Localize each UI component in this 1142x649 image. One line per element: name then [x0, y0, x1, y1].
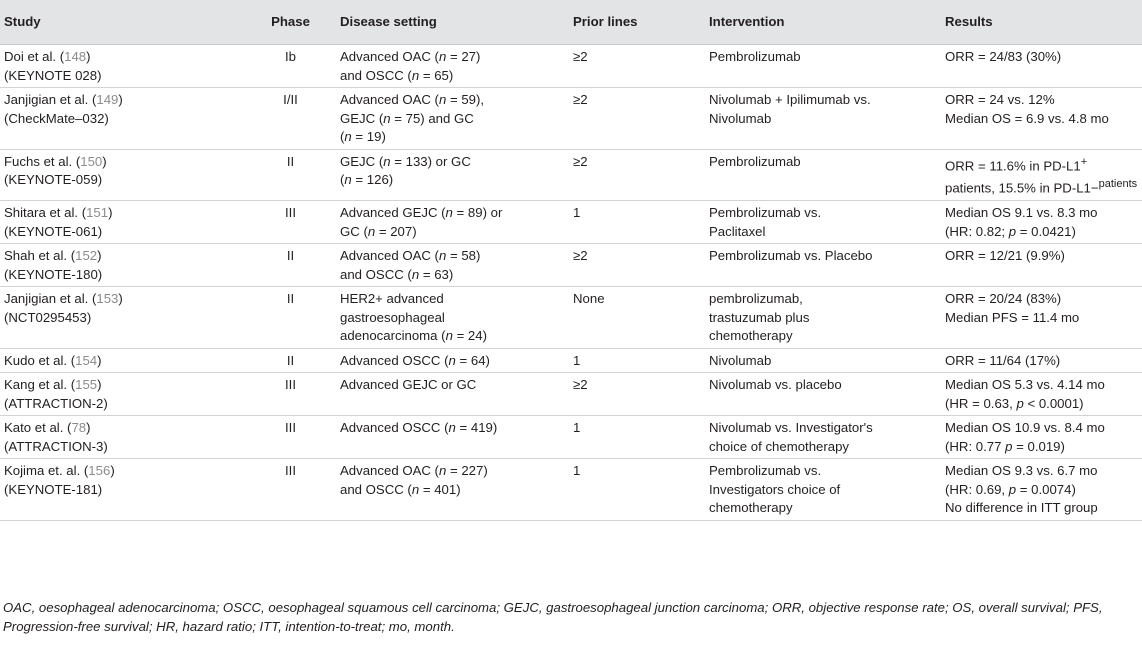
study-author: Kojima et. al. (: [4, 463, 89, 479]
table-row: [0, 459, 1142, 521]
table-row: [0, 416, 1142, 459]
intervention-cell: Pembrolizumab: [705, 149, 941, 201]
header-prior: Prior lines: [569, 0, 705, 45]
intervention-cell: Nivolumab: [705, 348, 941, 373]
study-author: Janjigian et al. (: [4, 291, 97, 307]
prior-cell: ≥2: [569, 373, 705, 416]
phase-cell: II: [243, 348, 336, 373]
header-row: [0, 0, 1142, 45]
study-cell: Kudo et al. (154): [0, 348, 243, 373]
phase-cell: III: [243, 201, 336, 244]
prior-cell: ≥2: [569, 244, 705, 287]
study-paren: ): [86, 49, 91, 64]
disease-cell: Advanced GEJC (n = 89) or GC (n = 207): [336, 201, 569, 244]
reference-link[interactable]: 152: [75, 248, 98, 264]
disease-cell: Advanced OSCC (n = 419): [336, 416, 569, 459]
study-author: Kudo et al. (: [4, 352, 76, 368]
study-cell: Fuchs et al. (150) (KEYNOTE-059): [0, 149, 243, 201]
header-intervention: Intervention: [705, 0, 941, 45]
study-author: Shitara et al. (: [4, 205, 87, 221]
intervention-cell: Pembrolizumab: [705, 45, 941, 88]
study-author: Janjigian et al. (: [4, 92, 97, 107]
table-row: [0, 244, 1142, 287]
results-cell: ORR = 24/83 (30%): [941, 45, 1142, 88]
phase-cell: II: [243, 287, 336, 349]
prior-cell: 1: [569, 201, 705, 244]
intervention-cell: pembrolizumab, trastuzumab plus chemotherapy: [705, 287, 941, 349]
intervention-cell: Nivolumab vs. Investigator's choice of chemotherapy: [705, 416, 941, 459]
study-cell: [0, 45, 243, 88]
study-cell: Kato et al. (78) (ATTRACTION-3): [0, 416, 243, 459]
table-row: [0, 201, 1142, 244]
study-cell: Shah et al. (152) (KEYNOTE-180): [0, 244, 243, 287]
disease-cell: HER2+ advanced gastroesophageal adenocarcinoma (n = 24): [336, 287, 569, 349]
disease-cell: Advanced OAC (n = 27) and OSCC (n = 65): [336, 45, 569, 88]
disease-cell: GEJC (n = 133) or GC (n = 126): [336, 149, 569, 201]
prior-cell: 1: [569, 459, 705, 521]
table-row: [0, 149, 1142, 201]
table-row: [0, 45, 1142, 88]
phase-cell: III: [243, 416, 336, 459]
results-cell: Median OS 5.3 vs. 4.14 mo (HR = 0.63, p < 0.0001): [941, 373, 1142, 416]
study-author: Kato et al. (: [4, 420, 72, 436]
disease-cell: Advanced GEJC or GC: [336, 373, 569, 416]
study-author: Fuchs et al. (: [4, 153, 81, 169]
intervention-cell: Pembrolizumab vs. Paclitaxel: [705, 201, 941, 244]
header-study: Study: [0, 0, 243, 45]
prior-cell: 1: [569, 348, 705, 373]
results-cell: ORR = 12/21 (9.9%): [941, 244, 1142, 287]
reference-link[interactable]: 148: [64, 49, 87, 64]
prior-cell: ≥2: [569, 45, 705, 88]
reference-link[interactable]: 149: [96, 92, 119, 107]
phase-cell: III: [243, 459, 336, 521]
study-cell: Janjigian et al. (153) (NCT0295453): [0, 287, 243, 349]
phase-cell: Ib: [243, 45, 336, 88]
trial-name: (KEYNOTE-061): [4, 223, 103, 239]
phase-cell: II: [243, 149, 336, 201]
trial-name: (NCT0295453): [4, 309, 92, 325]
disease-cell: Advanced OAC (n = 58) and OSCC (n = 63): [336, 244, 569, 287]
results-cell: ORR = 11.6% in PD-L1+ patients, 15.5% in PD-L1−$^{patients}$: [941, 149, 1142, 201]
trial-name: (ATTRACTION-2): [4, 395, 108, 411]
prior-cell: ≥2: [569, 149, 705, 201]
reference-link[interactable]: 151: [86, 205, 109, 221]
reference-link[interactable]: 156: [88, 463, 111, 479]
intervention-cell: Nivolumab + Ipilimumab vs. Nivolumab: [705, 88, 941, 150]
phase-cell: III: [243, 373, 336, 416]
disease-cell: Advanced OAC (n = 59), GEJC (n = 75) and GC (n = 19): [336, 88, 569, 150]
disease-cell: Advanced OAC (n = 227) and OSCC (n = 401): [336, 459, 569, 521]
study-author: Doi et al. (: [4, 49, 65, 64]
results-cell: Median OS 9.3 vs. 6.7 mo (HR: 0.69, p = 0.0074) No difference in ITT group: [941, 459, 1142, 521]
intervention-cell: Pembrolizumab vs. Investigators choice of chemotherapy: [705, 459, 941, 521]
study-cell: Kojima et. al. (156) (KEYNOTE-181): [0, 459, 243, 521]
reference-link[interactable]: 154: [75, 352, 98, 368]
study-author: Kang et al. (: [4, 377, 76, 393]
trial-name: (CheckMate–032): [4, 110, 109, 126]
results-cell: Median OS 10.9 vs. 8.4 mo (HR: 0.77 p = 0.019): [941, 416, 1142, 459]
reference-link[interactable]: 155: [75, 377, 98, 393]
prior-cell: None: [569, 287, 705, 349]
results-cell: ORR = 20/24 (83%) Median PFS = 11.4 mo: [941, 287, 1142, 349]
study-cell: Shitara et al. (151) (KEYNOTE-061): [0, 201, 243, 244]
table-row: [0, 348, 1142, 373]
reference-link[interactable]: 78: [71, 420, 87, 436]
reference-link[interactable]: 153: [96, 291, 119, 307]
trial-name: (KEYNOTE-180): [4, 266, 103, 282]
table-row: [0, 287, 1142, 349]
phase-cell: II: [243, 244, 336, 287]
trial-name: (KEYNOTE-059): [4, 172, 103, 187]
table-row: [0, 373, 1142, 416]
phase-cell: I/II: [243, 88, 336, 150]
header-results: Results: [941, 0, 1142, 45]
intervention-cell: Nivolumab vs. placebo: [705, 373, 941, 416]
trial-name: (KEYNOTE 028): [4, 67, 102, 83]
reference-link[interactable]: 150: [80, 153, 103, 169]
header-disease: Disease setting: [336, 0, 569, 45]
header-phase: Phase: [243, 0, 336, 45]
study-author: Shah et al. (: [4, 248, 76, 264]
study-cell: Janjigian et al. (149) (CheckMate–032): [0, 88, 243, 150]
trial-name: (KEYNOTE-181): [4, 481, 103, 497]
disease-cell: Advanced OSCC (n = 64): [336, 348, 569, 373]
table-row: [0, 88, 1142, 150]
prior-cell: 1: [569, 416, 705, 459]
trial-name: (ATTRACTION-3): [4, 438, 108, 454]
table-footnote: OAC, oesophageal adenocarcinoma; OSCC, oesophageal squamous cell carcinoma; GEJC, gastroesophageal junction carcinoma; ORR, objective response rate; OS, overall survival; PFS, Progression-free survival; HR, hazard ratio; ITT, intention-to-treat; mo, month.: [3, 600, 1103, 634]
study-cell: Kang et al. (155) (ATTRACTION-2): [0, 373, 243, 416]
results-cell: Median OS 9.1 vs. 8.3 mo (HR: 0.82; p = 0.0421): [941, 201, 1142, 244]
results-cell: ORR = 24 vs. 12% Median OS = 6.9 vs. 4.8 mo: [941, 88, 1142, 150]
prior-cell: ≥2: [569, 88, 705, 150]
results-cell: ORR = 11/64 (17%): [941, 348, 1142, 373]
intervention-cell: Pembrolizumab vs. Placebo: [705, 244, 941, 287]
